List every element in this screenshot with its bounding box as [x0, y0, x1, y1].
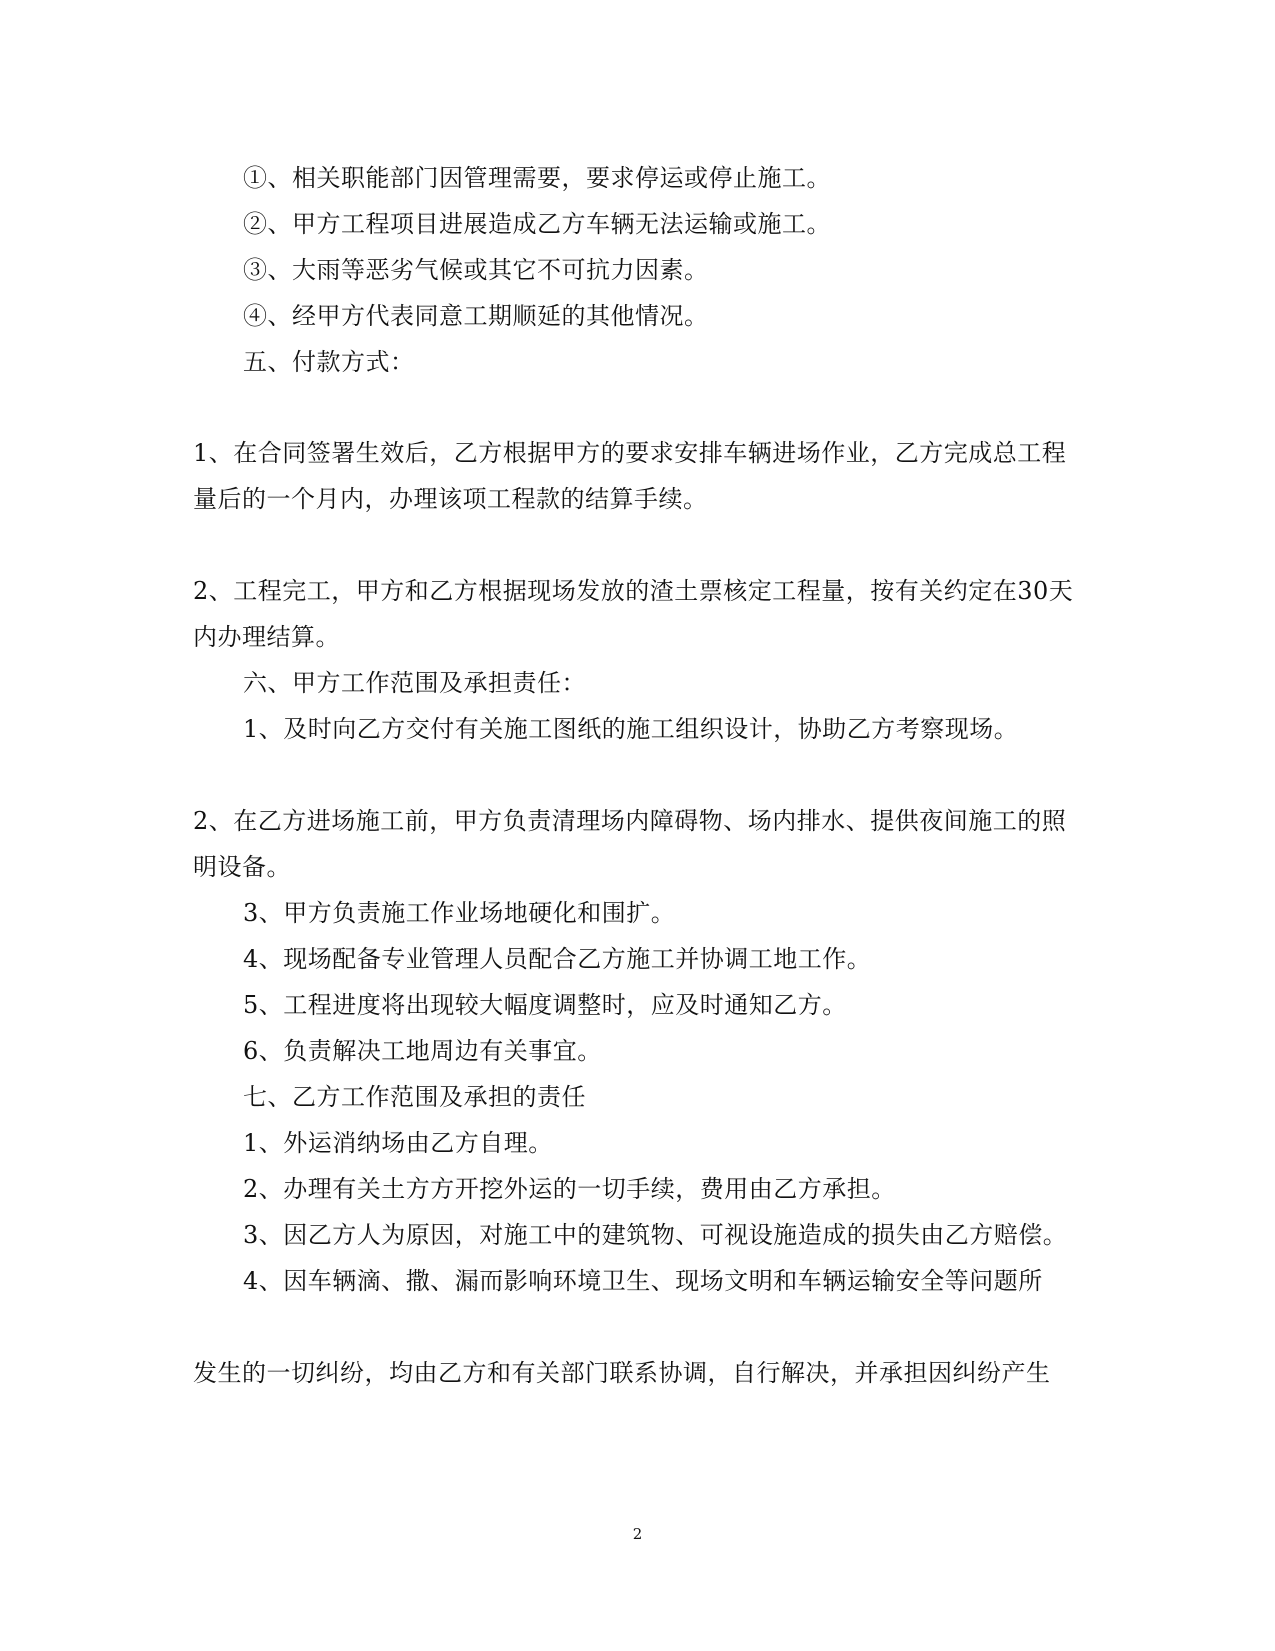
clause-item-1: ①、相关职能部门因管理需要，要求停运或停止施工。	[243, 164, 831, 192]
paragraph-line: 1、在合同签署生效后，乙方根据甲方的要求安排车辆进场作业，乙方完成总工程	[193, 439, 1067, 467]
paragraph-line: 4、因车辆滴、撒、漏而影响环境卫生、现场文明和车辆运输安全等问题所	[243, 1267, 1043, 1295]
paragraph-line: 2、工程完工，甲方和乙方根据现场发放的渣土票核定工程量，按有关约定在30天	[193, 577, 1074, 605]
paragraph-line: 1、及时向乙方交付有关施工图纸的施工组织设计，协助乙方考察现场。	[243, 715, 1019, 743]
clause-item-3: ③、大雨等恶劣气候或其它不可抗力因素。	[243, 256, 709, 284]
paragraph-line: 量后的一个月内，办理该项工程款的结算手续。	[193, 485, 708, 513]
clause-item-2: ②、甲方工程项目进展造成乙方车辆无法运输或施工。	[243, 210, 831, 238]
paragraph-line: 3、甲方负责施工作业场地硬化和围扩。	[243, 899, 676, 927]
paragraph-line: 5、工程进度将出现较大幅度调整时，应及时通知乙方。	[243, 991, 847, 1019]
paragraph-line: 1、外运消纳场由乙方自理。	[243, 1129, 553, 1157]
paragraph-line: 2、办理有关土方方开挖外运的一切手续，费用由乙方承担。	[243, 1175, 896, 1203]
section-heading-payment: 五、付款方式：	[243, 348, 415, 376]
paragraph-line: 4、现场配备专业管理人员配合乙方施工并协调工地工作。	[243, 945, 872, 973]
section-heading-party-b: 七、乙方工作范围及承担的责任	[243, 1083, 586, 1111]
clause-item-4: ④、经甲方代表同意工期顺延的其他情况。	[243, 302, 709, 330]
paragraph-line: 明设备。	[193, 853, 291, 881]
paragraph-line: 内办理结算。	[193, 623, 340, 651]
paragraph-line: 发生的一切纠纷，均由乙方和有关部门联系协调，自行解决，并承担因纠纷产生	[193, 1359, 1051, 1387]
paragraph-line: 3、因乙方人为原因，对施工中的建筑物、可视设施造成的损失由乙方赔偿。	[243, 1221, 1068, 1249]
paragraph-line: 2、在乙方进场施工前，甲方负责清理场内障碍物、场内排水、提供夜间施工的照	[193, 807, 1067, 835]
section-heading-party-a: 六、甲方工作范围及承担责任：	[243, 669, 586, 697]
page-number: 2	[632, 1525, 643, 1543]
paragraph-line: 6、负责解决工地周边有关事宜。	[243, 1037, 602, 1065]
